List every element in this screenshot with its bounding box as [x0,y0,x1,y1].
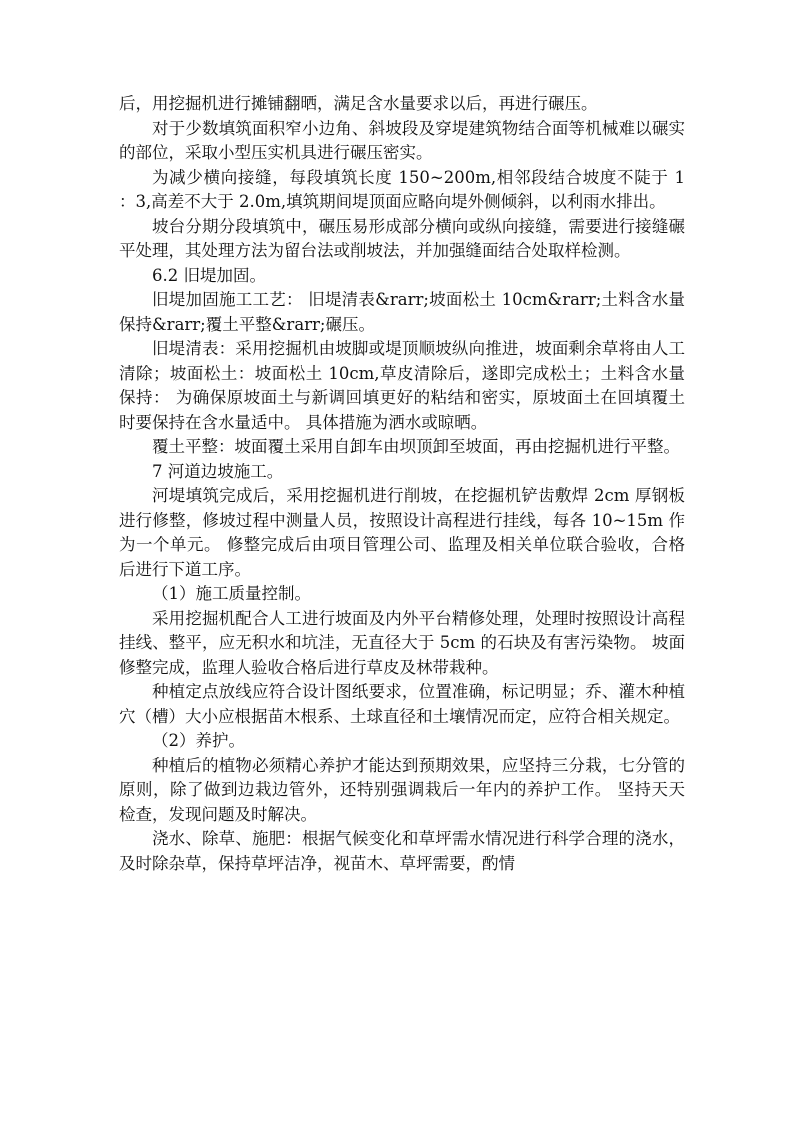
paragraph-reinforcement-process: 旧堤加固施工工艺： 旧堤清表&rarr;坡面松土 10cm&rarr;土料含水量保持&rarr;覆土平整&rarr;碾压。 [119,290,685,334]
paragraph-joint-reduction: 为减少横向接缝，每段填筑长度 150~200m,相邻段结合坡度不陡于 1 ：3,高差不大于 2.0m,填筑期间堤顶面应略向堤外侧倾斜，以利雨水排出。 [119,167,685,211]
paragraph-continuation: 后，用挖掘机进行摊铺翻晒，满足含水量要求以后，再进行碾压。 [119,94,598,113]
heading-slope-construction: 7 河道边坡施工。 [152,461,284,481]
paragraph-maintenance-principle: 种植后的植物必须精心养护才能达到预期效果，应坚持三分栽，七分管的原则，除了做到边栽边管外，还特别强调栽后一年内的养护工作。 坚持天天检查，发现问题及时解决。 [119,755,685,824]
paragraph-slope-trimming: 河堤填筑完成后，采用挖掘机进行削坡，在挖掘机铲齿敷焊 2cm 厚钢板进行修整，修坡过程中测量人员，按照设计高程进行挂线，每各 10~15m 作为一个单元。 修整完成后由项目管理公司、监理及相关单位联合验收，合格后进行下道工序。 [119,486,685,579]
heading-quality-control: （1）施工质量控制。 [152,584,311,603]
paragraph-planting-layout: 种植定点放线应符合设计图纸要求，位置准确，标记明显；乔、灌木种植穴（槽）大小应根据苗木根系、土球直径和土壤情况而定，应符合相关规定。 [119,682,685,726]
body-text [119,92,685,876]
paragraph-watering-weeding: 浇水、除草、施肥：根据气候变化和草坪需水情况进行科学合理的浇水，及时除杂草，保持草坪洁净，视苗木、草坪需要，酌情 [119,829,685,873]
heading-old-dike-reinforcement: 6.2 旧堤加固。 [152,265,266,285]
heading-maintenance: （2）养护。 [152,731,245,750]
paragraph-fine-finishing: 采用挖掘机配合人工进行坡面及内外平台精修处理，处理时按照设计高程挂线、整平，应无积水和坑洼，无直径大于 5cm 的石块及有害污染物。 坡面修整完成，监理人验收合格后进行草皮及林带栽种。 [119,608,685,677]
paragraph-compaction-small-areas: 对于少数填筑面积窄小边角、斜坡段及穿堤建筑物结合面等机械难以碾实的部位，采取小型压实机具进行碾压密实。 [119,118,685,162]
paragraph-soil-leveling: 覆土平整：坡面覆土采用自卸车由坝顶卸至坡面，再由挖掘机进行平整。 [152,437,680,456]
paragraph-staged-filling: 坡台分期分段填筑中，碾压易形成部分横向或纵向接缝，需要进行接缝碾平处理，其处理方法为留台法或削坡法，并加强缝面结合处取样检测。 [119,216,685,260]
paragraph-clearing-loosening: 旧堤清表：采用挖掘机由坡脚或堤顶顺坡纵向推进，坡面剩余草将由人工清除；坡面松土：坡面松土 10cm,草皮清除后，遂即完成松土；土料含水量保持： 为确保原坡面土与新调回填更好的粘结和密实，原坡面土在回填覆土时要保持在含水量适中。 具体措施为洒水或晾晒。 [119,339,685,432]
